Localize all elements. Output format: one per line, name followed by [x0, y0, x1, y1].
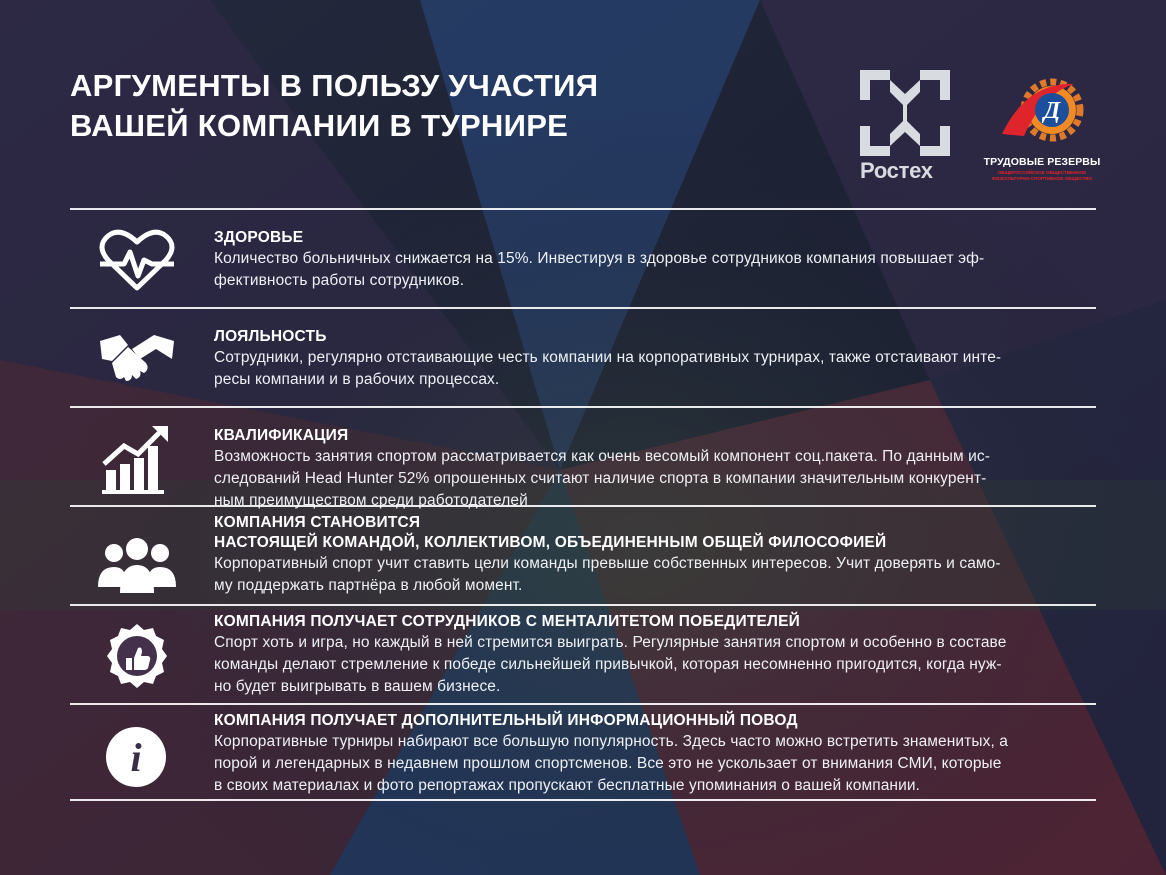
body-line: ресы компании и в рабочих процессах. — [214, 371, 500, 388]
tr-subtitle-line-2: ФИЗКУЛЬТУРНО-СПОРТИВНОЕ ОБЩЕСТВО — [991, 176, 1093, 181]
title-line-2: ВАШЕЙ КОМПАНИИ В ТУРНИРЕ — [70, 108, 569, 143]
body-line: Спорт хоть и игра, но каждый в ней стремится выиграть. Регулярные занятия спортом и особенно в составе — [214, 634, 1007, 651]
handshake-icon — [98, 325, 176, 395]
argument-item-qualification — [70, 406, 1096, 509]
argument-item-health — [70, 208, 1096, 307]
heading-line: КОМПАНИЯ ПОЛУЧАЕТ ДОПОЛНИТЕЛЬНЫЙ ИНФОРМАЦИОННЫЙ ПОВОД — [214, 712, 798, 729]
svg-text:Д: Д — [1043, 98, 1061, 124]
award-badge-icon — [98, 622, 176, 692]
trudovye-rezervy-logo — [982, 72, 1102, 187]
argument-body — [214, 248, 1094, 292]
info-icon — [98, 721, 176, 791]
argument-text — [214, 426, 1094, 512]
argument-body — [214, 347, 1094, 391]
body-line: Количество больничных снижается на 15%. Инвестируя в здоровье сотрудников компания повышает эф- — [214, 250, 985, 267]
body-line: фективность работы сотрудников. — [214, 272, 465, 289]
argument-item-loyalty — [70, 307, 1096, 406]
heading-line: КВАЛИФИКАЦИЯ — [214, 427, 349, 444]
heading-line: НАСТОЯЩЕЙ КОМАНДОЙ, КОЛЛЕКТИВОМ, ОБЪЕДИНЕННЫМ ОБЩЕЙ ФИЛОСОФИЕЙ — [214, 534, 887, 551]
tr-subtitle-line-1: ОБЩЕРОССИЙСКОЕ ОБЩЕСТВЕННОЕ — [997, 170, 1087, 175]
argument-text — [214, 228, 1094, 292]
argument-text — [214, 327, 1094, 391]
argument-body — [214, 632, 1094, 698]
argument-item-winners — [70, 604, 1096, 703]
body-line: но будет выигрывать в вашем бизнесе. — [214, 678, 501, 695]
title-line-1: АРГУМЕНТЫ В ПОЛЬЗУ УЧАСТИЯ — [70, 68, 599, 103]
argument-heading — [214, 228, 1094, 248]
heading-line: ЗДОРОВЬЕ — [214, 229, 304, 246]
argument-text — [214, 513, 1094, 597]
team-icon — [98, 523, 176, 593]
arguments-list — [70, 208, 1096, 801]
argument-text — [214, 711, 1094, 797]
argument-item-team — [70, 505, 1096, 604]
page-title — [70, 66, 710, 146]
body-line: Сотрудники, регулярно отстаивающие честь компании на корпоративных турнирах, также отстаивают инте- — [214, 349, 1002, 366]
argument-item-publicity — [70, 703, 1096, 801]
argument-heading — [214, 327, 1094, 347]
body-line: команды делают стремление к победе сильнейшей привычкой, которая несомненно пригодится, когда нуж- — [214, 656, 1002, 673]
trudovye-rezervy-subtitle — [986, 170, 1098, 182]
argument-text — [214, 612, 1094, 698]
body-line: Возможность занятия спортом рассматривается как очень весомый компонент соц.пакета. По данным ис- — [214, 448, 990, 465]
argument-heading — [214, 513, 1094, 553]
svg-text:i: i — [130, 735, 142, 780]
body-line: Корпоративный спорт учит ставить цели команды превыше собственных интересов. Учит доверять и само- — [214, 555, 1001, 572]
argument-body — [214, 553, 1094, 597]
trudovye-rezervy-emblem-icon — [982, 72, 1102, 154]
heart-pulse-icon — [98, 226, 176, 296]
rostec-wordmark: Ростех — [860, 158, 933, 183]
body-line: Корпоративные турниры набирают все большую популярность. Здесь часто можно встретить знаменитых, а — [214, 733, 1009, 750]
body-line: ным преимуществом среди работодателей — [214, 492, 528, 509]
growth-chart-icon — [98, 424, 176, 494]
body-line: следований Head Hunter 52% опрошенных считают наличие спорта в компании значительным конкурент- — [214, 470, 987, 487]
body-line: му поддержать партнёра в любой момент. — [214, 577, 523, 594]
argument-heading — [214, 612, 1094, 632]
body-line: порой и легендарных в недавнем прошлом спортсменов. Все это не ускользает от внимания СМИ, которые — [214, 755, 1002, 772]
argument-body — [214, 446, 1094, 512]
heading-line: ЛОЯЛЬНОСТЬ — [214, 328, 327, 345]
rostec-emblem-icon — [860, 70, 950, 156]
argument-heading — [214, 711, 1094, 731]
heading-line: КОМПАНИЯ СТАНОВИТСЯ — [214, 514, 421, 531]
argument-body — [214, 731, 1094, 797]
heading-line: КОМПАНИЯ ПОЛУЧАЕТ СОТРУДНИКОВ С МЕНТАЛИТЕТОМ ПОБЕДИТЕЛЕЙ — [214, 613, 801, 630]
trudovye-rezervy-name: ТРУДОВЫЕ РЕЗЕРВЫ — [983, 156, 1101, 168]
rostec-logo — [860, 70, 950, 188]
argument-heading — [214, 426, 1094, 446]
body-line: в своих материалах и фото репортажах пропускают бесплатные упоминания о вашей компании. — [214, 777, 920, 794]
